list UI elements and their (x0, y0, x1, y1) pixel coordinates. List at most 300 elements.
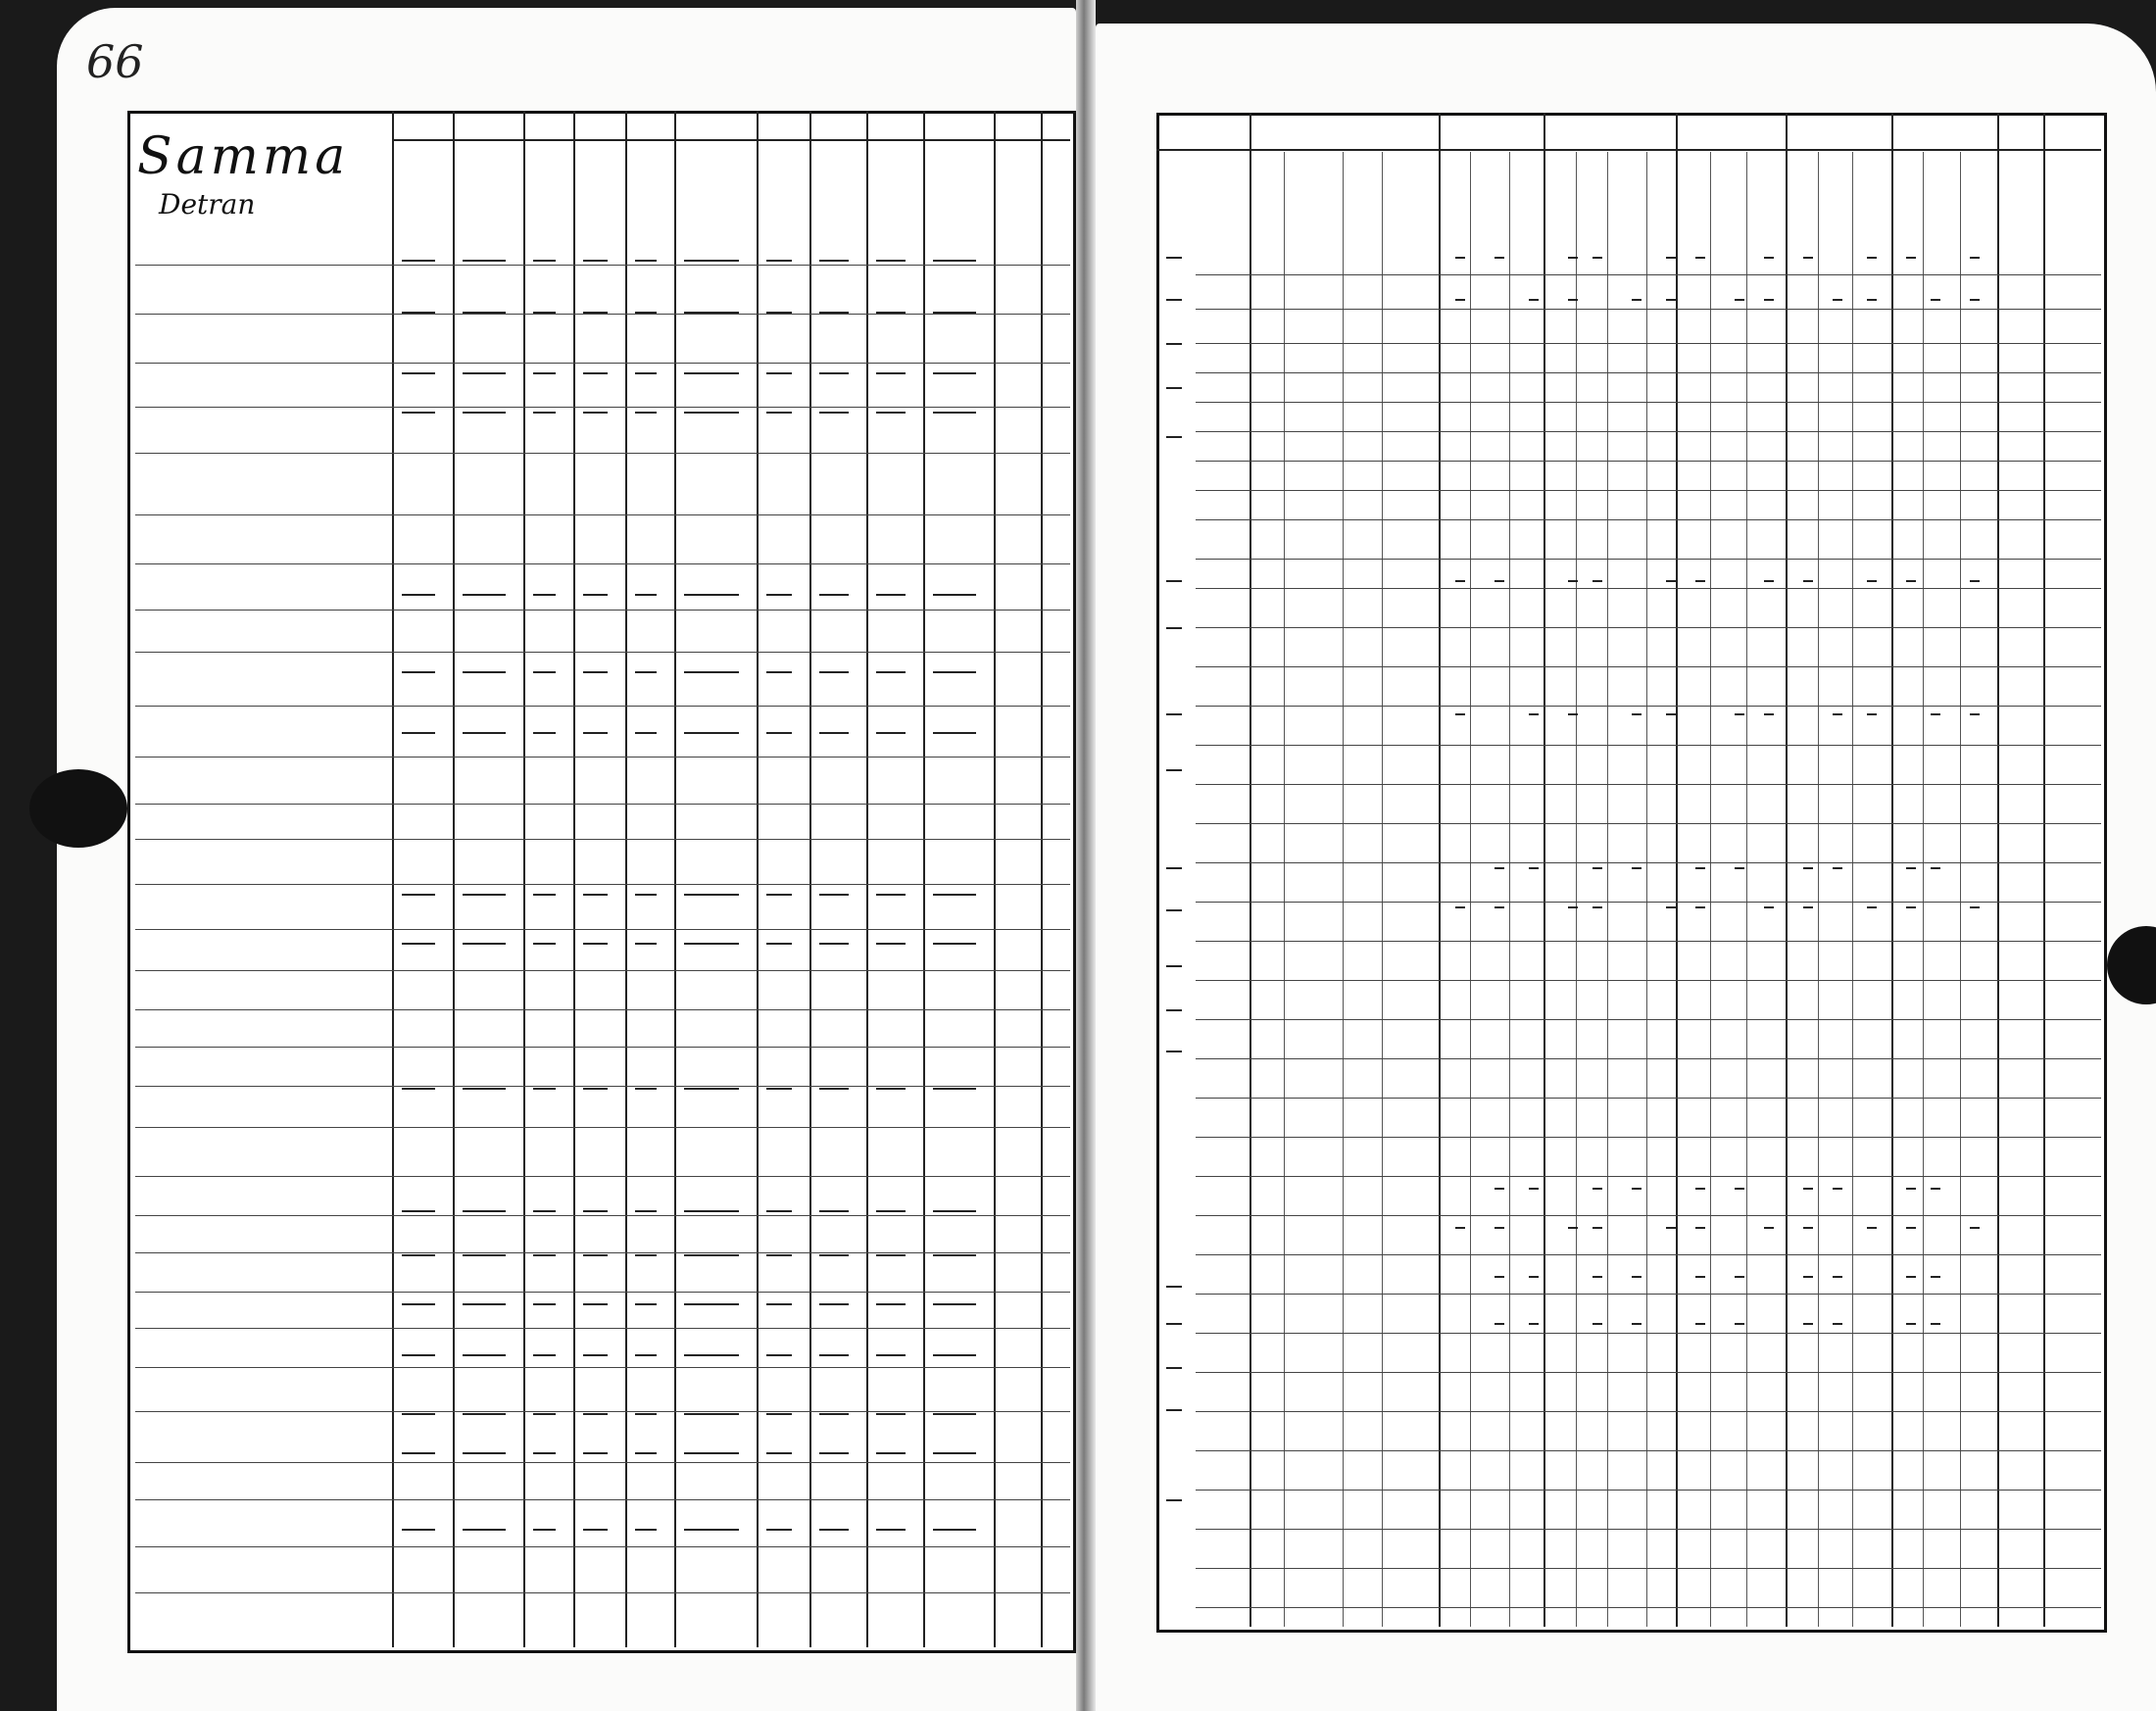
attendance-mark (1695, 1227, 1705, 1229)
record-mark (684, 732, 739, 734)
record-mark (933, 260, 976, 262)
attendance-mark (1494, 1276, 1504, 1278)
attendance-mark (1529, 299, 1539, 301)
record-mark (463, 1254, 506, 1256)
attendance-mark (1735, 867, 1744, 869)
attendance-mark (1494, 257, 1504, 259)
record-mark (635, 1452, 657, 1454)
right-row-rule (1196, 1294, 2101, 1295)
record-mark (635, 1529, 657, 1531)
left-row-rule (135, 757, 1070, 758)
record-mark (876, 1254, 906, 1256)
record-mark (819, 1303, 849, 1305)
attendance-mark (1592, 257, 1602, 259)
attendance-mark (1666, 713, 1676, 715)
attendance-mark (1494, 867, 1504, 869)
attendance-mark (1529, 867, 1539, 869)
record-mark (583, 732, 608, 734)
attendance-mark (1568, 299, 1578, 301)
left-row-rule (135, 1252, 1070, 1253)
attendance-mark (1632, 713, 1642, 715)
record-mark (533, 1354, 556, 1356)
attendance-mark (1970, 906, 1980, 908)
record-mark (583, 412, 608, 414)
record-mark (583, 943, 608, 945)
attendance-mark (1931, 299, 1940, 301)
attendance-mark (1833, 1276, 1842, 1278)
record-mark (533, 943, 556, 945)
attendance-mark (1592, 1323, 1602, 1325)
record-mark (766, 1452, 792, 1454)
attendance-mark (1666, 257, 1676, 259)
record-mark (684, 1210, 739, 1212)
attendance-mark (1764, 580, 1774, 582)
record-mark (583, 1210, 608, 1212)
record-mark (463, 260, 506, 262)
record-mark (819, 1354, 849, 1356)
left-row-rule (135, 706, 1070, 707)
attendance-mark (1494, 580, 1504, 582)
attendance-mark (1970, 299, 1980, 301)
attendance-mark (1833, 1323, 1842, 1325)
record-mark (684, 412, 739, 414)
left-row-rule (135, 1086, 1070, 1087)
left-column-rule (625, 111, 627, 1647)
attendance-mark (1568, 580, 1578, 582)
attendance-mark (1494, 1323, 1504, 1325)
right-column-rule (1250, 113, 1251, 1627)
record-mark (766, 412, 792, 414)
day-mark (1166, 387, 1182, 389)
record-mark (684, 1354, 739, 1356)
record-mark (463, 312, 506, 314)
right-row-rule (1196, 343, 2101, 344)
left-column-rule (994, 111, 996, 1647)
right-column-rule (1439, 113, 1441, 1627)
left-row-rule (135, 1047, 1070, 1048)
record-mark (583, 1088, 608, 1090)
attendance-mark (1666, 580, 1676, 582)
record-mark (533, 1088, 556, 1090)
record-mark (933, 594, 976, 596)
record-mark (402, 372, 435, 374)
record-mark (684, 372, 739, 374)
record-mark (933, 1210, 976, 1212)
right-row-rule (1196, 274, 2101, 275)
attendance-mark (1764, 1227, 1774, 1229)
attendance-mark (1632, 867, 1642, 869)
attendance-mark (1592, 867, 1602, 869)
record-mark (533, 1254, 556, 1256)
left-column-subheader (762, 145, 808, 223)
left-row-rule (135, 1009, 1070, 1010)
right-row-rule (1196, 309, 2101, 310)
attendance-mark (1529, 1276, 1539, 1278)
record-mark (766, 1254, 792, 1256)
record-mark (819, 1088, 849, 1090)
right-column-rule (1997, 113, 1999, 1627)
record-mark (583, 1354, 608, 1356)
ledger-title: Samma (137, 127, 350, 186)
right-row-rule (1196, 372, 2101, 373)
record-mark (583, 312, 608, 314)
record-mark (463, 1413, 506, 1415)
right-row-rule (1196, 1411, 2101, 1412)
record-mark (635, 312, 657, 314)
record-mark (819, 1529, 849, 1531)
record-mark (876, 372, 906, 374)
record-mark (933, 1303, 976, 1305)
right-row-rule (1196, 1137, 2101, 1138)
record-mark (876, 671, 906, 673)
attendance-mark (1695, 906, 1705, 908)
attendance-mark (1695, 580, 1705, 582)
attendance-mark (1632, 1276, 1642, 1278)
left-row-rule (135, 610, 1070, 611)
record-mark (533, 1452, 556, 1454)
record-mark (533, 260, 556, 262)
attendance-mark (1592, 1188, 1602, 1190)
left-row-rule (135, 563, 1070, 564)
record-mark (583, 260, 608, 262)
record-mark (583, 671, 608, 673)
right-row-rule (1196, 1607, 2101, 1608)
left-row-rule (135, 970, 1070, 971)
right-row-rule (1196, 588, 2101, 589)
record-mark (635, 594, 657, 596)
record-mark (819, 671, 849, 673)
right-row-rule (1196, 1450, 2101, 1451)
record-mark (684, 1413, 739, 1415)
record-mark (933, 671, 976, 673)
left-row-rule (135, 1592, 1070, 1593)
right-header-rule (1156, 149, 2101, 151)
record-mark (876, 260, 906, 262)
attendance-mark (1529, 713, 1539, 715)
attendance-mark (1906, 1276, 1916, 1278)
left-row-rule (135, 1462, 1070, 1463)
record-mark (533, 372, 556, 374)
record-mark (819, 260, 849, 262)
attendance-mark (1833, 299, 1842, 301)
right-row-rule (1196, 1215, 2101, 1216)
record-mark (766, 1413, 792, 1415)
attendance-mark (1803, 1276, 1813, 1278)
record-mark (766, 312, 792, 314)
record-mark (635, 260, 657, 262)
attendance-mark (1666, 906, 1676, 908)
record-mark (463, 412, 506, 414)
attendance-mark (1695, 1323, 1705, 1325)
record-mark (402, 671, 435, 673)
left-column-rule (923, 111, 925, 1647)
record-mark (819, 594, 849, 596)
attendance-mark (1764, 257, 1774, 259)
record-mark (635, 894, 657, 896)
record-mark (533, 1413, 556, 1415)
right-row-rule (1196, 490, 2101, 491)
attendance-mark (1867, 257, 1877, 259)
left-row-rule (135, 1499, 1070, 1500)
right-row-rule (1196, 461, 2101, 462)
record-mark (583, 594, 608, 596)
record-mark (635, 1210, 657, 1212)
record-mark (766, 1210, 792, 1212)
left-row-rule (135, 314, 1070, 315)
record-mark (463, 1529, 506, 1531)
record-mark (463, 671, 506, 673)
left-column-subheader (680, 145, 755, 223)
attendance-mark (1833, 1188, 1842, 1190)
attendance-mark (1632, 1188, 1642, 1190)
record-mark (463, 1354, 506, 1356)
record-mark (933, 412, 976, 414)
record-mark (533, 894, 556, 896)
record-mark (684, 1529, 739, 1531)
record-mark (684, 312, 739, 314)
record-mark (635, 1413, 657, 1415)
attendance-mark (1695, 1188, 1705, 1190)
record-mark (684, 1254, 739, 1256)
record-mark (819, 1210, 849, 1212)
attendance-mark (1695, 1276, 1705, 1278)
attendance-mark (1592, 1227, 1602, 1229)
record-mark (583, 1413, 608, 1415)
attendance-mark (1867, 1227, 1877, 1229)
left-column-subheader (1000, 145, 1039, 223)
attendance-mark (1568, 713, 1578, 715)
record-mark (876, 732, 906, 734)
right-row-rule (1196, 627, 2101, 628)
attendance-mark (1931, 1276, 1940, 1278)
attendance-mark (1931, 867, 1940, 869)
day-mark (1166, 299, 1182, 301)
attendance-mark (1529, 1188, 1539, 1190)
record-mark (463, 594, 506, 596)
left-column-subheader (815, 145, 864, 223)
attendance-mark (1970, 580, 1980, 582)
left-row-rule (135, 1367, 1070, 1368)
left-column-subheader (459, 145, 521, 223)
record-mark (933, 372, 976, 374)
day-mark (1166, 713, 1182, 715)
right-column-rule (1786, 113, 1788, 1627)
right-row-rule (1196, 1568, 2101, 1569)
attendance-mark (1803, 1323, 1813, 1325)
attendance-mark (1455, 713, 1465, 715)
left-column-subheader (1047, 145, 1068, 223)
left-column-subheader (529, 145, 571, 223)
record-mark (463, 1303, 506, 1305)
attendance-mark (1867, 713, 1877, 715)
record-mark (876, 943, 906, 945)
record-mark (933, 1088, 976, 1090)
right-row-rule (1196, 666, 2101, 667)
record-mark (876, 1529, 906, 1531)
page-number: 66 (86, 35, 144, 88)
record-mark (819, 372, 849, 374)
left-row-rule (135, 514, 1070, 515)
attendance-mark (1970, 713, 1980, 715)
day-mark (1166, 436, 1182, 438)
record-mark (635, 1254, 657, 1256)
record-mark (876, 1210, 906, 1212)
attendance-mark (1695, 867, 1705, 869)
record-mark (684, 1088, 739, 1090)
attendance-mark (1735, 713, 1744, 715)
record-mark (766, 594, 792, 596)
left-column-rule (674, 111, 676, 1647)
attendance-mark (1867, 906, 1877, 908)
ledger-subtitle: Detran (159, 188, 256, 220)
record-mark (684, 1452, 739, 1454)
record-mark (766, 671, 792, 673)
day-mark (1166, 1009, 1182, 1011)
left-column-rule (757, 111, 759, 1647)
attendance-mark (1906, 1323, 1916, 1325)
attendance-mark (1455, 580, 1465, 582)
right-row-rule (1196, 862, 2101, 863)
right-column-rule (1676, 113, 1678, 1627)
record-mark (402, 412, 435, 414)
attendance-mark (1494, 1227, 1504, 1229)
record-mark (876, 412, 906, 414)
record-mark (402, 1354, 435, 1356)
left-row-rule (135, 652, 1070, 653)
right-row-rule (1196, 784, 2101, 785)
day-mark (1166, 965, 1182, 967)
record-mark (876, 1452, 906, 1454)
day-mark (1166, 627, 1182, 629)
record-mark (635, 732, 657, 734)
left-ledger-table (127, 111, 1076, 1653)
record-mark (766, 1088, 792, 1090)
left-column-subheader (398, 145, 451, 223)
record-mark (819, 943, 849, 945)
record-mark (402, 594, 435, 596)
attendance-mark (1666, 299, 1676, 301)
day-mark (1166, 257, 1182, 259)
left-row-rule (135, 1215, 1070, 1216)
record-mark (933, 1254, 976, 1256)
record-mark (933, 1354, 976, 1356)
record-mark (635, 1303, 657, 1305)
record-mark (933, 312, 976, 314)
record-mark (402, 1254, 435, 1256)
record-mark (635, 671, 657, 673)
record-mark (933, 1529, 976, 1531)
left-row-rule (135, 1328, 1070, 1329)
record-mark (635, 1088, 657, 1090)
record-mark (463, 372, 506, 374)
attendance-mark (1867, 299, 1877, 301)
attendance-mark (1803, 1188, 1813, 1190)
record-mark (402, 312, 435, 314)
attendance-mark (1455, 1227, 1465, 1229)
right-row-rule (1196, 519, 2101, 520)
left-row-rule (135, 839, 1070, 840)
record-mark (684, 1303, 739, 1305)
right-row-rule (1196, 431, 2101, 432)
left-column-subheader (631, 145, 672, 223)
right-row-rule (1196, 1490, 2101, 1491)
left-row-rule (135, 407, 1070, 408)
attendance-mark (1970, 1227, 1980, 1229)
left-row-rule (135, 1292, 1070, 1293)
record-mark (402, 1529, 435, 1531)
record-mark (876, 894, 906, 896)
day-mark (1166, 909, 1182, 911)
right-row-rule (1196, 1254, 2101, 1255)
attendance-mark (1666, 1227, 1676, 1229)
record-mark (933, 732, 976, 734)
right-row-rule (1196, 706, 2101, 707)
record-mark (533, 1210, 556, 1212)
record-mark (766, 732, 792, 734)
attendance-mark (1455, 299, 1465, 301)
day-mark (1166, 1499, 1182, 1501)
record-mark (766, 1303, 792, 1305)
record-mark (819, 732, 849, 734)
record-mark (533, 312, 556, 314)
left-row-rule (135, 1127, 1070, 1128)
record-mark (876, 1354, 906, 1356)
record-mark (684, 260, 739, 262)
attendance-mark (1592, 1276, 1602, 1278)
right-row-rule (1196, 1058, 2101, 1059)
left-row-rule (135, 1411, 1070, 1412)
right-row-rule (1196, 745, 2101, 746)
record-mark (819, 312, 849, 314)
attendance-mark (1568, 906, 1578, 908)
record-mark (583, 1529, 608, 1531)
record-mark (933, 943, 976, 945)
record-mark (635, 943, 657, 945)
attendance-mark (1906, 257, 1916, 259)
attendance-mark (1735, 1188, 1744, 1190)
left-row-rule (135, 453, 1070, 454)
attendance-mark (1764, 713, 1774, 715)
day-mark (1166, 1323, 1182, 1325)
attendance-mark (1906, 1188, 1916, 1190)
left-header-rule (392, 139, 1070, 141)
attendance-mark (1867, 580, 1877, 582)
attendance-mark (1592, 906, 1602, 908)
left-row-rule (135, 1546, 1070, 1547)
book-gutter (1076, 0, 1096, 1711)
record-mark (402, 732, 435, 734)
record-mark (533, 594, 556, 596)
left-column-subheader (872, 145, 921, 223)
record-mark (583, 894, 608, 896)
record-mark (583, 372, 608, 374)
record-mark (933, 1413, 976, 1415)
record-mark (876, 1413, 906, 1415)
right-row-rule (1196, 1176, 2101, 1177)
attendance-mark (1735, 1276, 1744, 1278)
record-mark (819, 894, 849, 896)
attendance-mark (1494, 906, 1504, 908)
record-mark (766, 1354, 792, 1356)
right-column-rule (1544, 113, 1545, 1627)
record-mark (766, 260, 792, 262)
right-row-rule (1196, 941, 2101, 942)
right-column-rule (2043, 113, 2045, 1627)
left-column-rule (1041, 111, 1043, 1647)
record-mark (876, 594, 906, 596)
record-mark (819, 1254, 849, 1256)
right-row-rule (1196, 980, 2101, 981)
